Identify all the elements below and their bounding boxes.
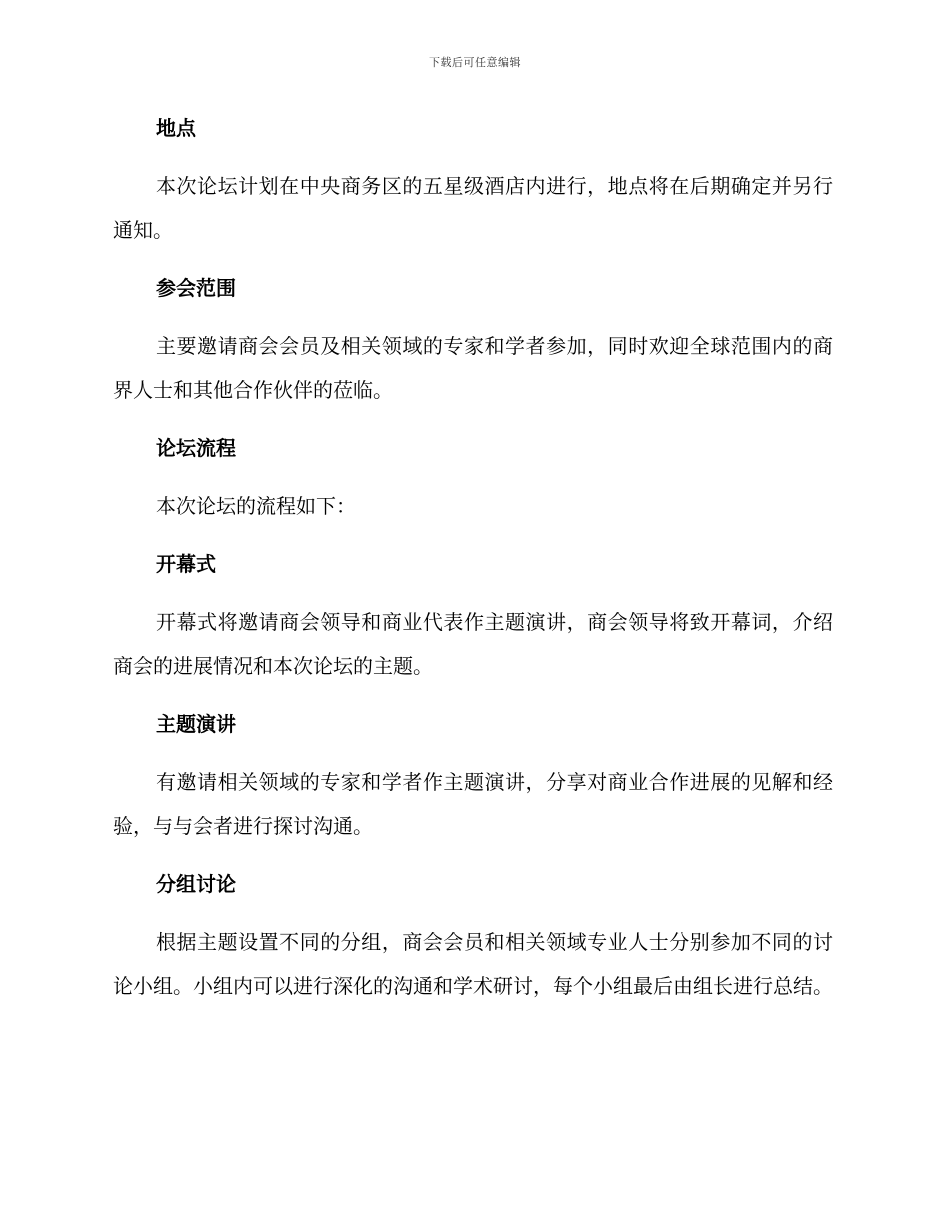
section-heading-attendees: 参会范围 [156, 276, 236, 300]
section-body-attendees: 主要邀请商会会员及相关领域的专家和学者参加，同时欢迎全球范围内的商界人士和其他合作伙伴的莅临。 [113, 334, 833, 402]
document-body [113, 106, 833, 1022]
section-heading-opening: 开幕式 [156, 552, 216, 576]
section-heading-group-discussion: 分组讨论 [156, 872, 236, 896]
section-body-agenda: 本次论坛的流程如下： [156, 494, 356, 518]
section-heading-location: 地点 [156, 116, 196, 140]
section-body-keynote: 有邀请相关领域的专家和学者作主题演讲，分享对商业合作进展的见解和经验，与与会者进行探讨沟通。 [113, 770, 833, 838]
section-body-location: 本次论坛计划在中央商务区的五星级酒店内进行，地点将在后期确定并另行通知。 [113, 174, 833, 242]
section-heading-agenda: 论坛流程 [156, 436, 236, 460]
section-heading-keynote: 主题演讲 [156, 712, 236, 736]
section-body-opening: 开幕式将邀请商会领导和商业代表作主题演讲，商会领导将致开幕词，介绍商会的进展情况和本次论坛的主题。 [113, 610, 833, 678]
header-note: 下载后可任意编辑 [429, 56, 521, 69]
section-body-group-discussion: 根据主题设置不同的分组，商会会员和相关领域专业人士分别参加不同的讨论小组。小组内可以进行深化的沟通和学术研讨，每个小组最后由组长进行总结。 [113, 930, 833, 998]
